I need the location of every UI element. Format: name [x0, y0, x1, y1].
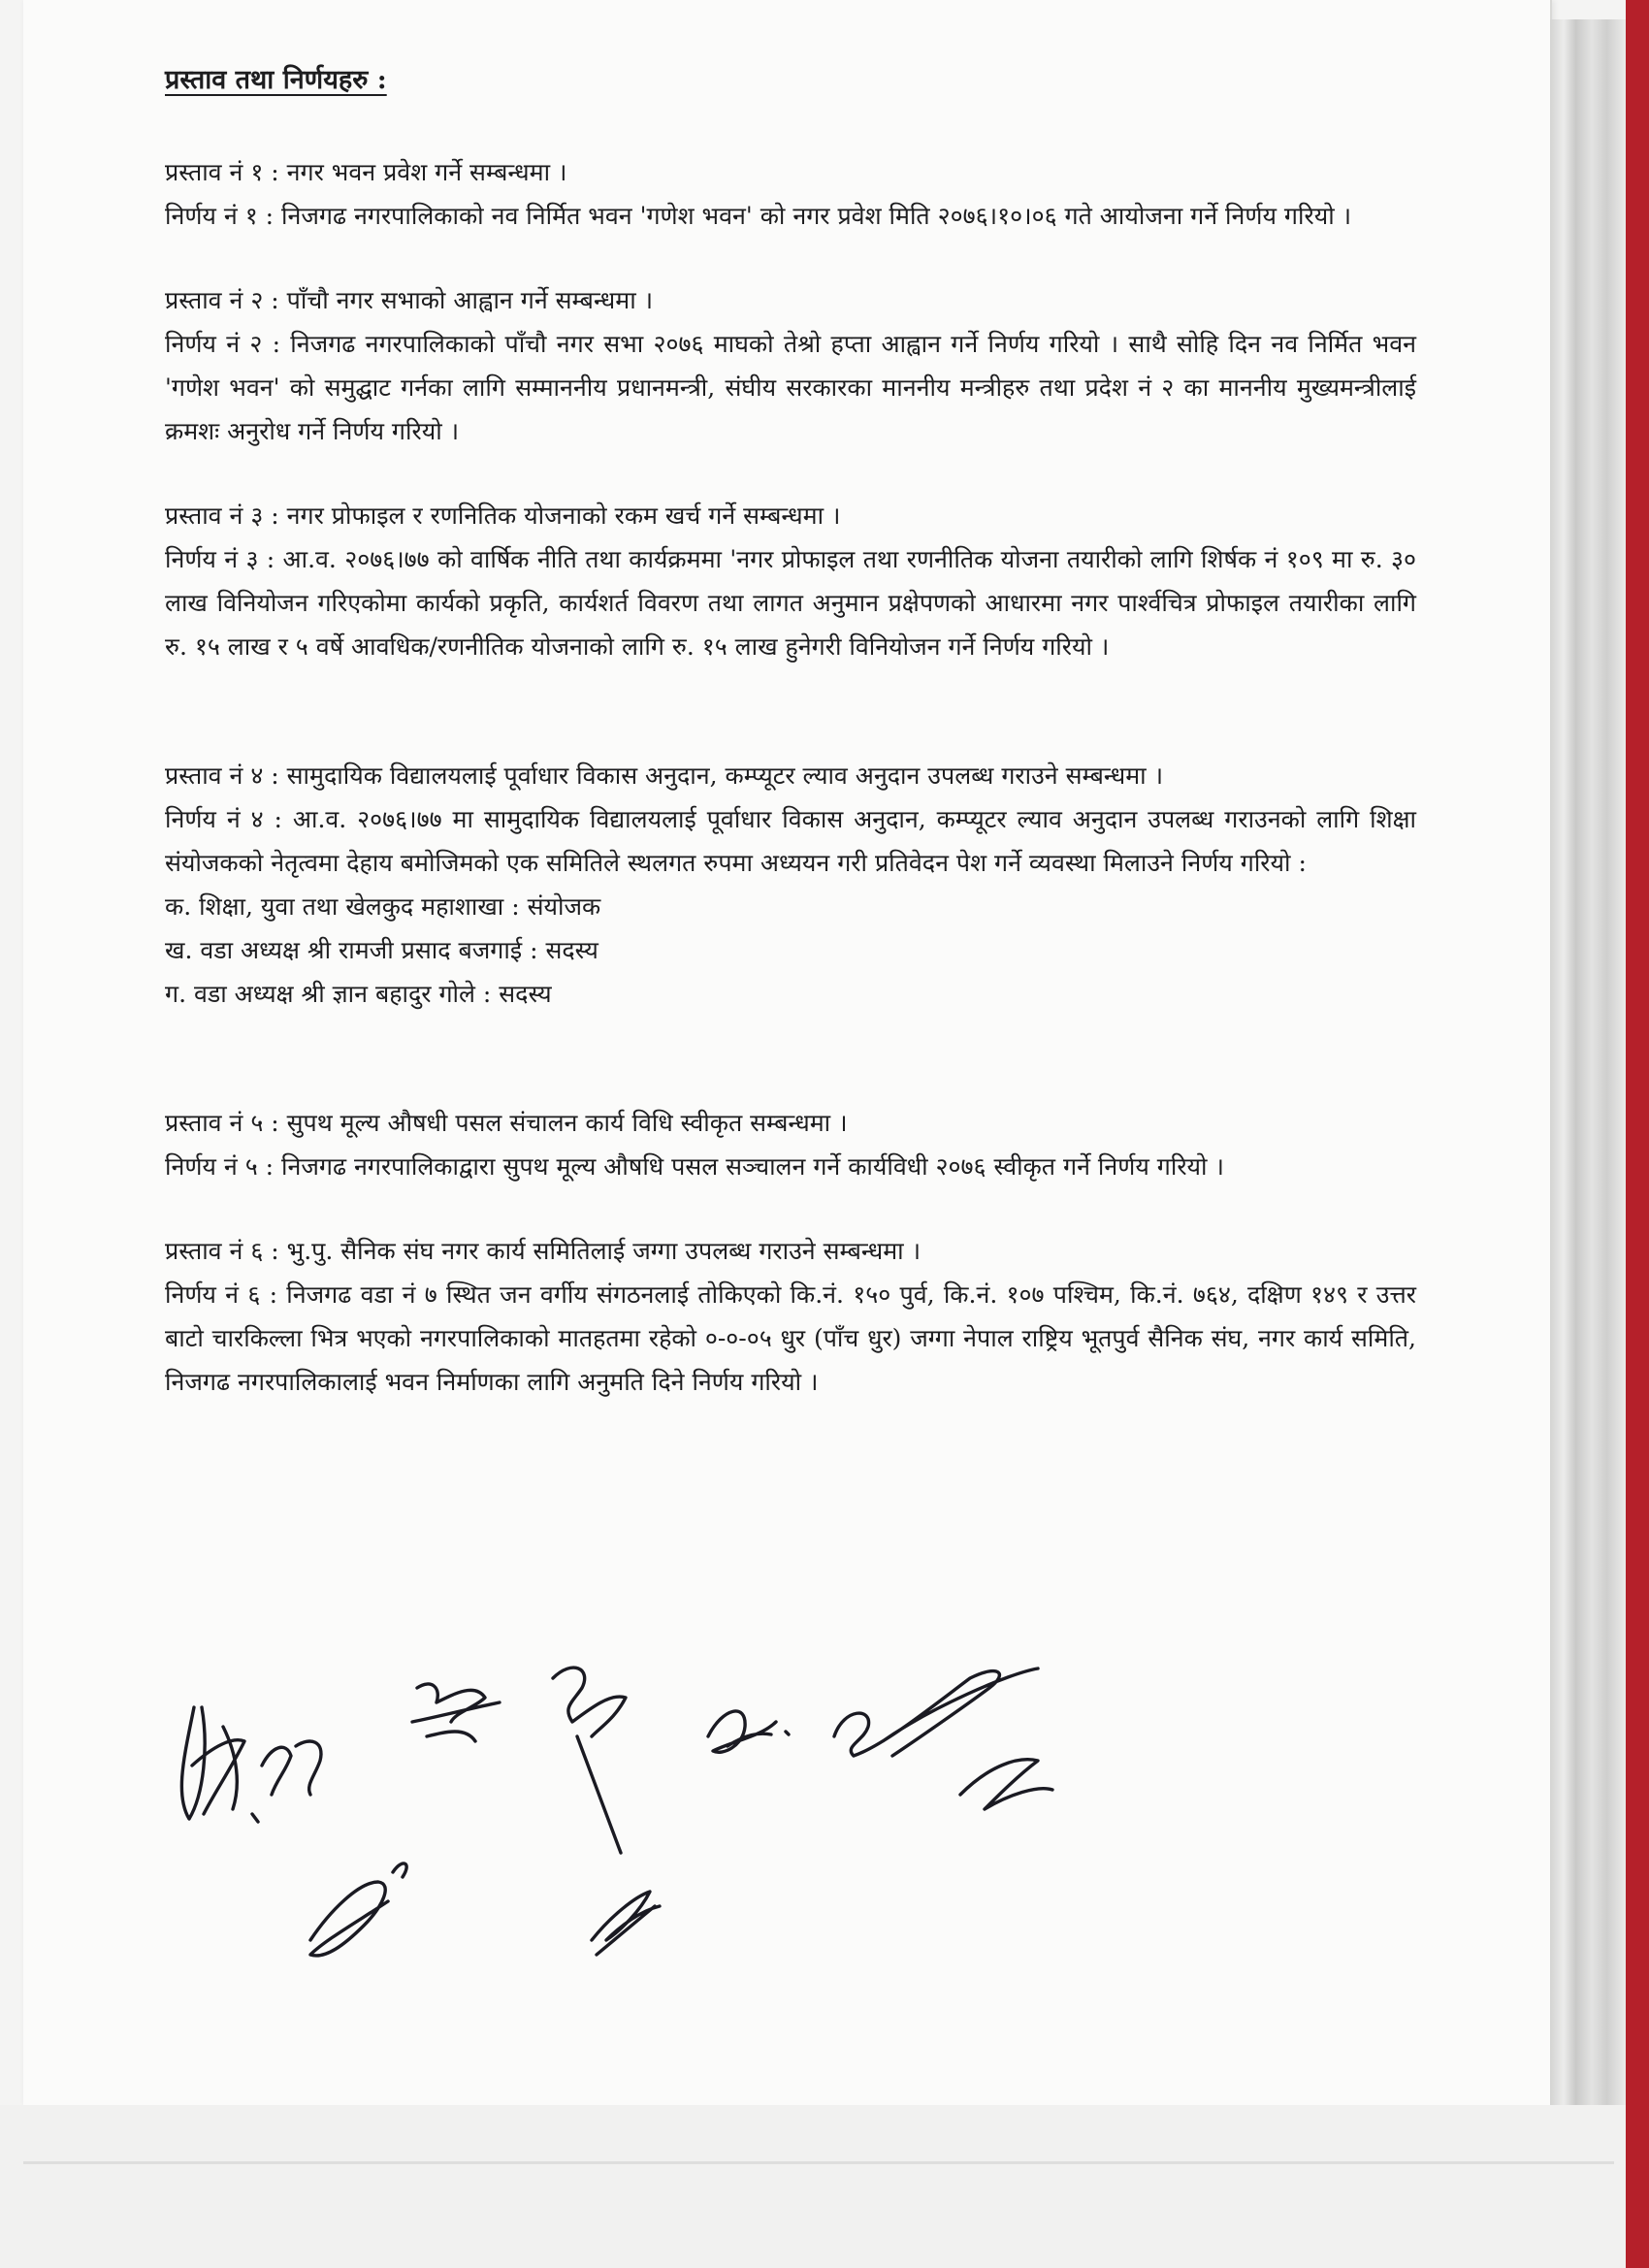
signature-3 [412, 1684, 500, 1741]
signature-4 [553, 1668, 626, 1853]
signature-7 [310, 1863, 406, 1956]
decision-2: निर्णय नं २ : निजगढ नगरपालिकाको पाँचौ नगर सभा २०७६ माघको तेश्रो हप्ता आह्वान गर्ने निर्णय गरियो । साथै सोहि दिन नव निर्मित भवन 'गणेश भवन' को समुद्घाट गर्नका लागि सम्माननीय प्रधानमन्त्री, संघीय सरकारका माननीय मन्त्रीहरु तथा प्रदेश नं २ का माननीय मुख्यमन्त्रीलाई क्रमशः अनुरोध गर्ने निर्णय गरियो । [165, 330, 1416, 445]
committee-member-3: ग. वडा अध्यक्ष श्री ज्ञान बहादुर गोले : सदस्य [165, 980, 552, 1008]
resolution-6 [165, 1229, 1416, 1404]
signature-9 [960, 1760, 1052, 1809]
proposal-1: प्रस्ताव नं १ : नगर भवन प्रवेश गर्ने सम्बन्धमा । [165, 158, 567, 186]
decision-3: निर्णय नं ३ : आ.व. २०७६।७७ को वार्षिक नीति तथा कार्यक्रममा 'नगर प्रोफाइल तथा रणनीतिक योजना तयारीको लागि शिर्षक नं १०९ मा रु. ३० लाख विनियोजन गरिएकोमा कार्यको प्रकृति, कार्यशर्त विवरण तथा लागत अनुमान प्रक्षेपणको आधारमा नगर पार्श्वचित्र प्रोफाइल तयारीका लागि रु. १५ लाख र ५ वर्षे आवधिक/रणनीतिक योजनाको लागि रु. १५ लाख हुनेगरी विनियोजन गर्ने निर्णय गरियो । [165, 545, 1416, 661]
resolution-2 [165, 278, 1416, 453]
decision-6: निर्णय नं ६ : निजगढ वडा नं ७ स्थित जन वर्गीय संगठनलाई तोकिएको कि.नं. १५० पुर्व, कि.नं. १०७ पश्चिम, कि.नं. ७६४, दक्षिण १४९ र उत्तर बाटो चारकिल्ला भित्र भएको नगरपालिकाको मातहतमा रहेको ०-०-०५ धुर (पाँच धुर) जग्गा नेपाल राष्ट्रिय भूतपुर्व सैनिक संघ, नगर कार्य समिति, निजगढ नगरपालिकालाई भवन निर्माणका लागि अनुमति दिने निर्णय गरियो । [165, 1280, 1416, 1396]
resolution-1 [165, 150, 1416, 238]
signature-6 [834, 1669, 1038, 1756]
signature-1 [181, 1707, 244, 1819]
resolution-4 [165, 754, 1416, 1016]
proposal-4: प्रस्ताव नं ४ : सामुदायिक विद्यालयलाई पूर्वाधार विकास अनुदान, कम्प्यूटर ल्याव अनुदान उपलब्ध गराउने सम्बन्धमा । [165, 761, 1164, 790]
signature-2 [252, 1741, 321, 1822]
page-edge-stack [1550, 19, 1626, 2105]
document-heading: प्रस्ताव तथा निर्णयहरु : [165, 65, 387, 95]
decision-5: निर्णय नं ५ : निजगढ नगरपालिकाद्वारा सुपथ मूल्य औषधि पसल सञ्चालन गर्ने कार्यविधी २०७६ स्वीकृत गर्ने निर्णय गरियो । [165, 1152, 1224, 1181]
binder-strip [1626, 0, 1649, 2268]
proposal-6: प्रस्ताव नं ६ : भु.पु. सैनिक संघ नगर कार्य समितिलाई जग्गा उपलब्ध गराउने सम्बन्धमा । [165, 1237, 922, 1265]
scan-bottom-line [23, 2161, 1614, 2164]
signatures-area [165, 1649, 1193, 1979]
committee-member-1: क. शिक्षा, युवा तथा खेलकुद महाशाखा : संयोजक [165, 892, 601, 921]
proposal-5: प्रस्ताव नं ५ : सुपथ मूल्य औषधी पसल संचालन कार्य विधि स्वीकृत सम्बन्धमा । [165, 1109, 848, 1137]
signature-8 [592, 1892, 660, 1955]
decision-1: निर्णय नं १ : निजगढ नगरपालिकाको नव निर्मित भवन 'गणेश भवन' को नगर प्रवेश मिति २०७६।१०।०६ गते आयोजना गर्ने निर्णय गरियो । [165, 202, 1352, 230]
resolution-3 [165, 494, 1416, 668]
resolution-5 [165, 1101, 1416, 1188]
decision-4: निर्णय नं ४ : आ.व. २०७६।७७ मा सामुदायिक विद्यालयलाई पूर्वाधार विकास अनुदान, कम्प्यूटर ल्याव अनुदान उपलब्ध गराउनको लागि शिक्षा संयोजकको नेतृत्वमा देहाय बमोजिमको एक समितिले स्थलगत रुपमा अध्ययन गरी प्रतिवेदन पेश गर्ने व्यवस्था मिलाउने निर्णय गरियो : [165, 805, 1416, 877]
scan-bottom-margin [0, 2105, 1626, 2268]
proposal-2: प्रस्ताव नं २ : पाँचौ नगर सभाको आह्वान गर्ने सम्बन्धमा । [165, 286, 654, 314]
proposal-3: प्रस्ताव नं ३ : नगर प्रोफाइल र रणनितिक योजनाको रकम खर्च गर्ने सम्बन्धमा । [165, 502, 841, 530]
signatures-drawing [165, 1649, 1193, 1979]
signature-5 [708, 1711, 789, 1752]
committee-member-2: ख. वडा अध्यक्ष श्री रामजी प्रसाद बजगाई : सदस्य [165, 936, 598, 964]
document-body [165, 58, 1416, 1444]
